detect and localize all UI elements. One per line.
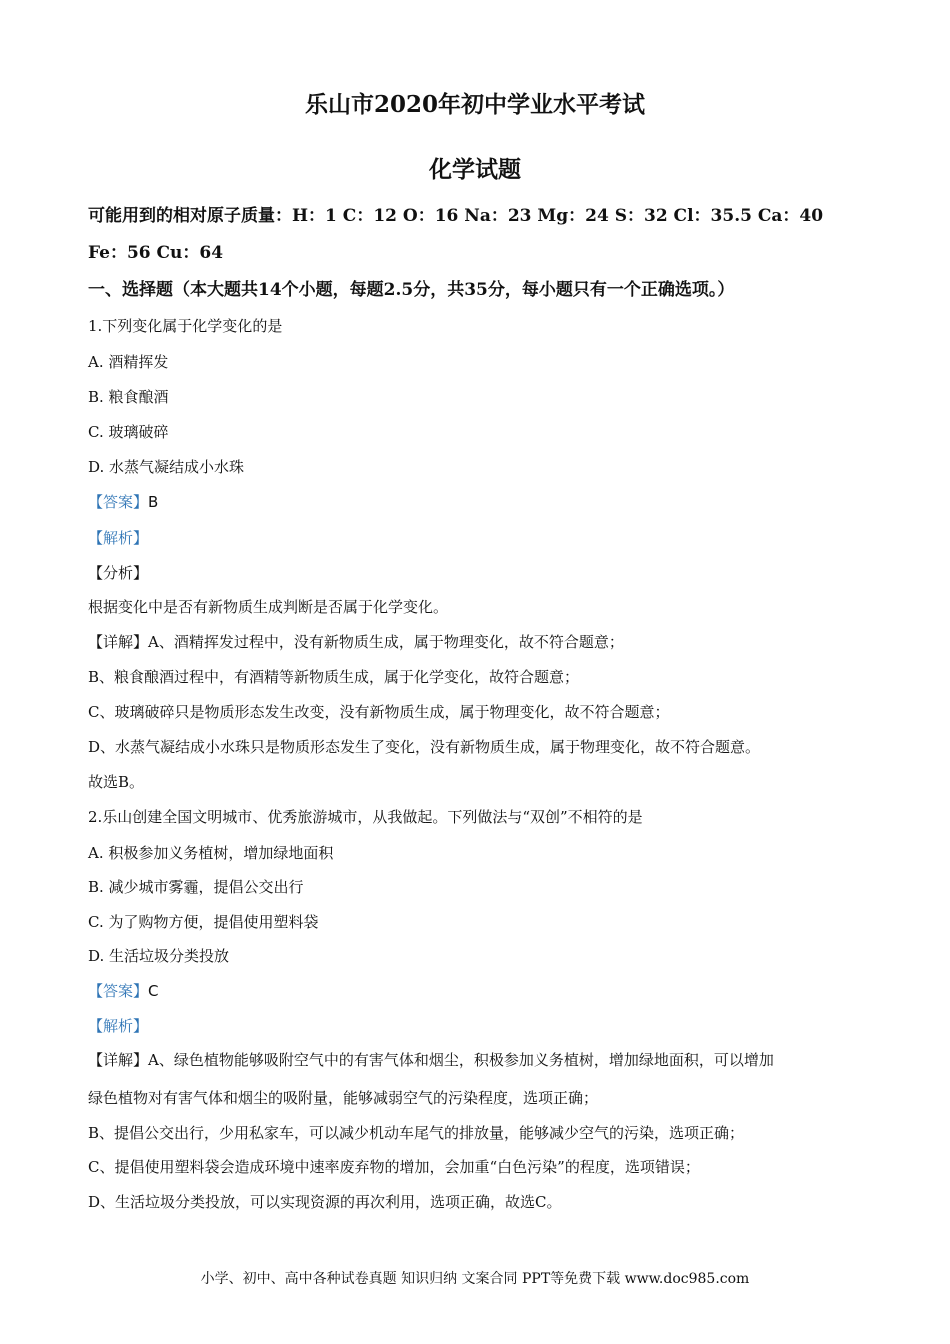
question-2-detail-line (88, 1050, 878, 1070)
question-1-answer (88, 492, 878, 512)
question-1-detail-line (88, 632, 878, 652)
question-1-detail-line: C、玻璃破碎只是物质形态发生改变，没有新物质生成，属于物理变化，故不符合题意； (88, 703, 670, 721)
question-1-conclusion: 故选B。 (88, 773, 145, 791)
question-1-option-c: C. 玻璃破碎 (88, 423, 169, 441)
question-1-fenxi-tag: 【分析】 (88, 564, 149, 582)
detail-tag: 【详解】 (88, 1051, 149, 1069)
atomic-mass-line-1: 可能用到的相对原子质量：H：1 C：12 O：16 Na：23 Mg：24 S：32 Cl：35.5 Ca：40 (88, 206, 824, 226)
question-2-option-a: A. 积极参加义务植树，增加绿地面积 (88, 844, 334, 862)
answer-tag: 【答案】 (88, 493, 149, 511)
page-footer: 小学、初中、高中各种试卷真题 知识归纳 文案合同 PPT等免费下载 www.doc985.com (200, 1271, 750, 1287)
question-2-answer (88, 981, 878, 1001)
question-2-detail-line: D、生活垃圾分类投放，可以实现资源的再次利用，选项正确，故选C。 (88, 1193, 562, 1211)
question-2-analysis-tag: 【解析】 (88, 1017, 149, 1035)
answer-value: C (148, 982, 159, 1000)
page-title: 乐山市2020年初中学业水平考试 (304, 91, 645, 118)
question-2-detail-line: B、提倡公交出行，少用私家车，可以减少机动车尾气的排放量，能够减少空气的污染，选项正确； (88, 1124, 745, 1142)
answer-tag: 【答案】 (88, 982, 149, 1000)
question-2-stem: 2.乐山创建全国文明城市、优秀旅游城市，从我做起。下列做法与“双创”不相符的是 (88, 808, 643, 826)
detail-text: A、绿色植物能够吸附空气中的有害气体和烟尘，积极参加义务植树，增加绿地面积，可以增加 (148, 1051, 774, 1069)
question-2-detail-line: 绿色植物对有害气体和烟尘的吸附量，能够减弱空气的污染程度，选项正确； (88, 1089, 599, 1107)
question-1-detail-line: D、水蒸气凝结成小水珠只是物质形态发生了变化，没有新物质生成，属于物理变化，故不符合题意。 (88, 738, 761, 756)
question-1-option-a: A. 酒精挥发 (88, 353, 169, 371)
section-title: 一、选择题（本大题共14个小题，每题2.5分，共35分，每小题只有一个正确选项。） (88, 280, 735, 300)
question-1-stem: 1.下列变化属于化学变化的是 (88, 317, 283, 335)
answer-value: B (148, 493, 159, 511)
question-2-detail-line: C、提倡使用塑料袋会造成环境中速率废弃物的增加，会加重“白色污染”的程度，选项错误； (88, 1158, 700, 1176)
question-1-fenxi-text: 根据变化中是否有新物质生成判断是否属于化学变化。 (88, 598, 449, 616)
detail-text: A、酒精挥发过程中，没有新物质生成，属于物理变化，故不符合题意； (148, 633, 624, 651)
question-1-analysis-tag: 【解析】 (88, 529, 149, 547)
detail-tag: 【详解】 (88, 633, 149, 651)
question-2-option-c: C. 为了购物方便，提倡使用塑料袋 (88, 913, 319, 931)
question-2-option-b: B. 减少城市雾霾，提倡公交出行 (88, 878, 304, 896)
question-1-option-d: D. 水蒸气凝结成小水珠 (88, 458, 245, 476)
question-1-option-b: B. 粮食酿酒 (88, 388, 169, 406)
atomic-mass-line-2: Fe：56 Cu：64 (88, 243, 224, 263)
question-1-detail-line: B、粮食酿酒过程中，有酒精等新物质生成，属于化学变化，故符合题意； (88, 668, 580, 686)
page-subtitle: 化学试题 (429, 156, 521, 183)
question-2-option-d: D. 生活垃圾分类投放 (88, 947, 230, 965)
